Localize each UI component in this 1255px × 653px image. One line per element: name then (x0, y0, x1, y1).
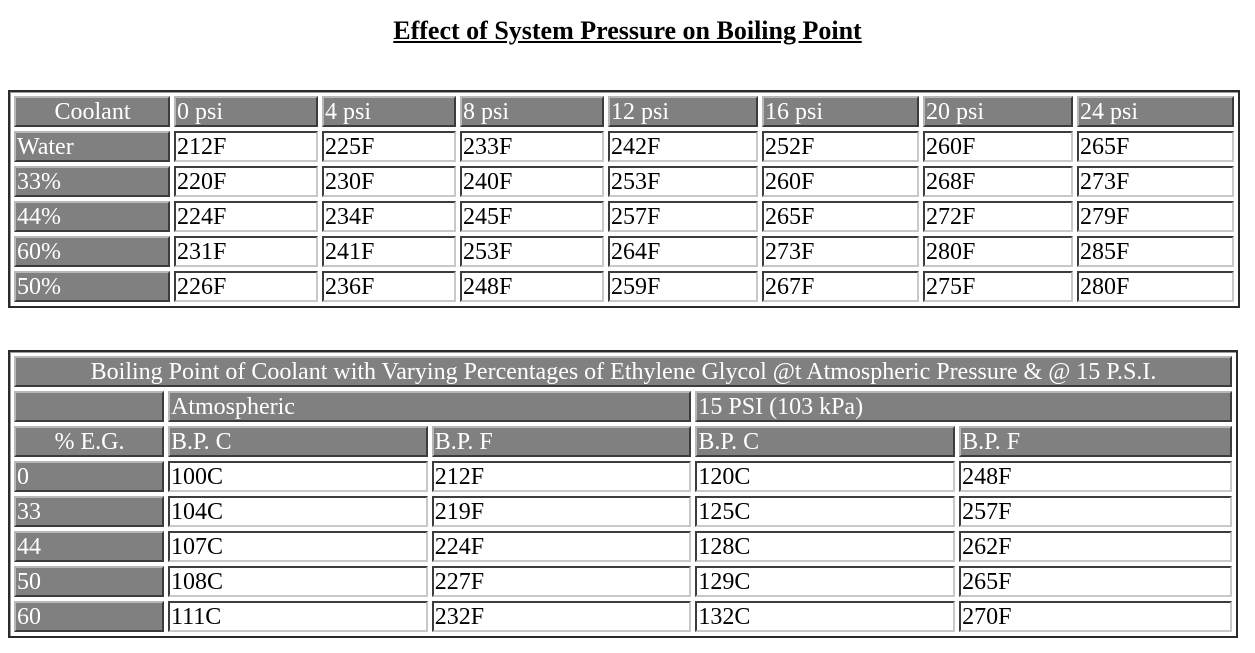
table-cell: 279F (1077, 201, 1234, 232)
table-cell: 272F (923, 201, 1073, 232)
table-cell: 129C (695, 566, 955, 597)
table-cell: 241F (322, 236, 456, 267)
table-group-header-row (14, 391, 1232, 422)
table-caption: Boiling Point of Coolant with Varying Percentages of Ethylene Glycol @t Atmospheric Pressure & @ 15 P.S.I. (14, 356, 1232, 387)
table-cell: 100C (168, 461, 428, 492)
table-row (14, 131, 1234, 162)
table-cell: 265F (762, 201, 919, 232)
header-cell: 16 psi (762, 96, 919, 127)
row-header-cell: 44% (14, 201, 170, 232)
group-header-15psi: 15 PSI (103 kPa) (695, 391, 1232, 422)
header-cell: 24 psi (1077, 96, 1234, 127)
table-cell: 231F (174, 236, 318, 267)
header-cell: B.P. F (959, 426, 1232, 457)
table-cell: 270F (959, 601, 1232, 632)
table-cell: 128C (695, 531, 955, 562)
row-header-cell: 0 (14, 461, 164, 492)
table-cell: 260F (923, 131, 1073, 162)
row-header-cell: 50% (14, 271, 170, 302)
table-cell: 253F (460, 236, 604, 267)
table-row (14, 236, 1234, 267)
table-cell: 224F (432, 531, 692, 562)
table-cell: 259F (608, 271, 758, 302)
row-header-cell: 44 (14, 531, 164, 562)
table-cell: 120C (695, 461, 955, 492)
header-cell: Coolant (14, 96, 170, 127)
table-cell: 226F (174, 271, 318, 302)
table-cell: 257F (959, 496, 1232, 527)
table-cell: 224F (174, 201, 318, 232)
table-cell: 257F (608, 201, 758, 232)
table-cell: 242F (608, 131, 758, 162)
table-cell: 233F (460, 131, 604, 162)
table-cell: 264F (608, 236, 758, 267)
table-cell: 252F (762, 131, 919, 162)
table-cell: 265F (959, 566, 1232, 597)
glycol-boiling-table (8, 350, 1238, 638)
table-cell: 262F (959, 531, 1232, 562)
table-row (14, 601, 1232, 632)
table-cell: 280F (1077, 271, 1234, 302)
table-cell: 248F (460, 271, 604, 302)
table-cell: 234F (322, 201, 456, 232)
table-cell: 125C (695, 496, 955, 527)
table-header-row (14, 96, 1234, 127)
page-title: Effect of System Pressure on Boiling Point (393, 16, 862, 45)
table-row (14, 566, 1232, 597)
table-cell: 273F (762, 236, 919, 267)
table-row (14, 461, 1232, 492)
header-cell: 0 psi (174, 96, 318, 127)
table-caption-row (14, 356, 1232, 387)
table-cell: 236F (322, 271, 456, 302)
header-cell: 8 psi (460, 96, 604, 127)
table-row (14, 271, 1234, 302)
row-header-cell: 60% (14, 236, 170, 267)
table-cell: 212F (432, 461, 692, 492)
table-cell: 232F (432, 601, 692, 632)
table-cell: 107C (168, 531, 428, 562)
table-cell: 260F (762, 166, 919, 197)
row-header-cell: Water (14, 131, 170, 162)
table-cell: 245F (460, 201, 604, 232)
table-cell: 212F (174, 131, 318, 162)
table-cell: 248F (959, 461, 1232, 492)
table-cell: 104C (168, 496, 428, 527)
table-cell: 227F (432, 566, 692, 597)
row-header-cell: 33% (14, 166, 170, 197)
row-header-cell: 50 (14, 566, 164, 597)
header-cell: 4 psi (322, 96, 456, 127)
table-cell: 220F (174, 166, 318, 197)
row-header-cell: 60 (14, 601, 164, 632)
table-cell: 268F (923, 166, 1073, 197)
table-cell: 273F (1077, 166, 1234, 197)
table-row (14, 531, 1232, 562)
table-cell: 275F (923, 271, 1073, 302)
row-header-cell: 33 (14, 496, 164, 527)
table-cell: 230F (322, 166, 456, 197)
table-cell: 240F (460, 166, 604, 197)
header-cell: 12 psi (608, 96, 758, 127)
table-row (14, 201, 1234, 232)
table-cell: 265F (1077, 131, 1234, 162)
table-row (14, 166, 1234, 197)
table-cell: 132C (695, 601, 955, 632)
header-cell: 20 psi (923, 96, 1073, 127)
table-cell: 285F (1077, 236, 1234, 267)
header-cell: B.P. F (432, 426, 692, 457)
header-cell: B.P. C (168, 426, 428, 457)
table-cell: 253F (608, 166, 758, 197)
header-cell: % E.G. (14, 426, 164, 457)
pressure-boiling-table (8, 90, 1240, 308)
table-cell: 280F (923, 236, 1073, 267)
empty-header-cell (14, 391, 164, 422)
table-cell: 225F (322, 131, 456, 162)
table-header-row (14, 426, 1232, 457)
table-cell: 108C (168, 566, 428, 597)
header-cell: B.P. C (695, 426, 955, 457)
table-cell: 219F (432, 496, 692, 527)
table-row (14, 496, 1232, 527)
table-cell: 111C (168, 601, 428, 632)
table-cell: 267F (762, 271, 919, 302)
group-header-atmospheric: Atmospheric (168, 391, 691, 422)
